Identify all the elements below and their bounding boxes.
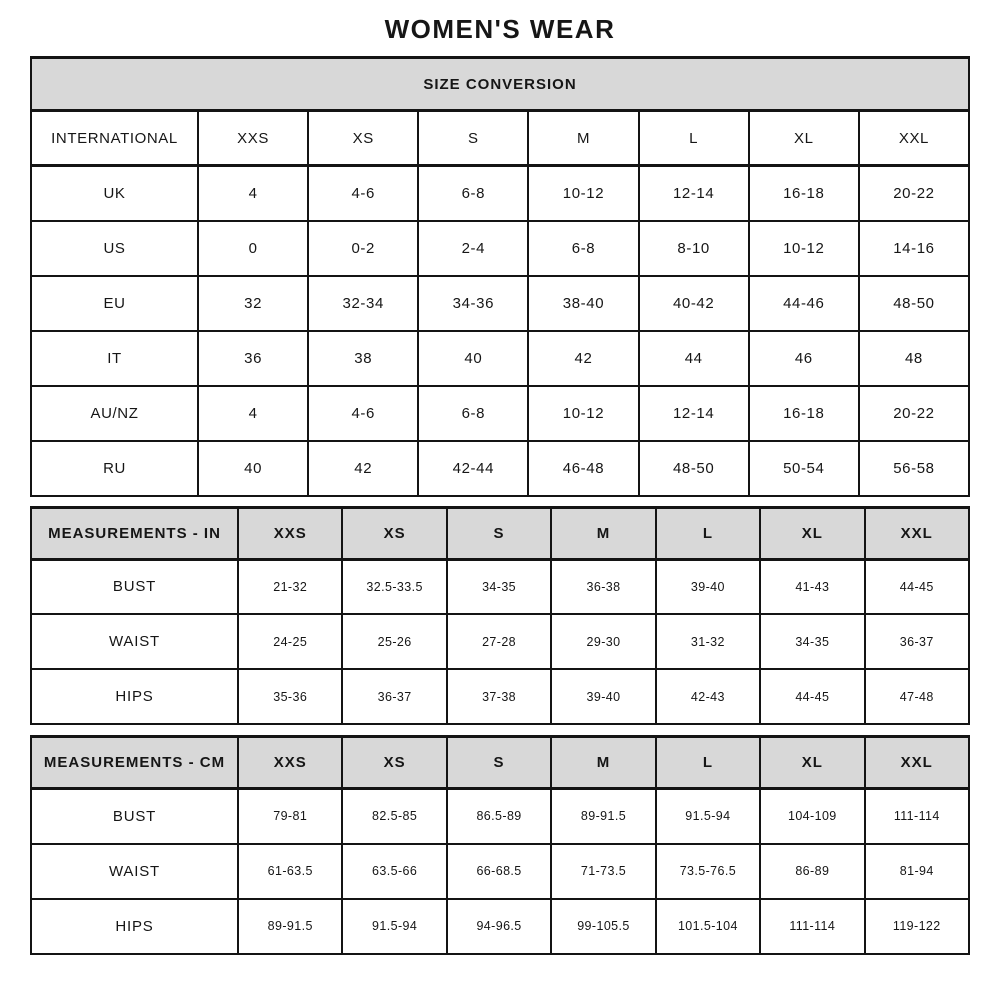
measurement-value-cell: 111-114	[865, 789, 969, 844]
measurement-value-cell: 71-73.5	[551, 844, 655, 899]
measurement-value-cell: 25-26	[342, 614, 446, 669]
size-value-cell: 6-8	[528, 221, 638, 276]
size-value-cell: 20-22	[859, 386, 969, 441]
measurement-value-cell: 36-37	[865, 614, 969, 669]
measurements-inches-table	[30, 506, 970, 726]
size-value-cell: 0	[198, 221, 308, 276]
table-row	[31, 221, 969, 276]
row-label: BUST	[31, 559, 238, 614]
table-row	[31, 669, 969, 724]
measurement-value-cell: 86-89	[760, 844, 864, 899]
measurements-cm-table	[30, 735, 970, 955]
row-label: HIPS	[31, 899, 238, 954]
measurement-value-cell: 29-30	[551, 614, 655, 669]
size-conversion-table	[30, 56, 970, 497]
measurement-value-cell: 101.5-104	[656, 899, 760, 954]
column-header: XS	[342, 737, 446, 789]
column-header: XS	[308, 111, 418, 166]
measurement-value-cell: 111-114	[760, 899, 864, 954]
size-value-cell: 56-58	[859, 441, 969, 496]
size-value-cell: 0-2	[308, 221, 418, 276]
size-value-cell: 20-22	[859, 166, 969, 221]
size-value-cell: 14-16	[859, 221, 969, 276]
measurement-value-cell: 86.5-89	[447, 789, 551, 844]
size-value-cell: 38	[308, 331, 418, 386]
column-header-row	[31, 111, 969, 166]
size-value-cell: 12-14	[639, 386, 749, 441]
row-label: HIPS	[31, 669, 238, 724]
size-value-cell: 4-6	[308, 166, 418, 221]
size-value-cell: 40	[418, 331, 528, 386]
measurement-value-cell: 79-81	[238, 789, 342, 844]
table-row	[31, 844, 969, 899]
measurement-value-cell: 89-91.5	[551, 789, 655, 844]
size-value-cell: 12-14	[639, 166, 749, 221]
measurement-value-cell: 94-96.5	[447, 899, 551, 954]
column-header: L	[656, 507, 760, 559]
size-value-cell: 34-36	[418, 276, 528, 331]
column-header-row	[31, 737, 969, 789]
measurement-value-cell: 66-68.5	[447, 844, 551, 899]
section-header-row	[31, 58, 969, 111]
column-header: M	[551, 507, 655, 559]
column-header: XXL	[865, 507, 969, 559]
measurement-value-cell: 89-91.5	[238, 899, 342, 954]
size-value-cell: 38-40	[528, 276, 638, 331]
measurement-value-cell: 73.5-76.5	[656, 844, 760, 899]
table-row	[31, 166, 969, 221]
size-value-cell: 6-8	[418, 166, 528, 221]
size-value-cell: 8-10	[639, 221, 749, 276]
size-value-cell: 4	[198, 166, 308, 221]
row-label: WAIST	[31, 844, 238, 899]
size-value-cell: 42-44	[418, 441, 528, 496]
column-header: L	[656, 737, 760, 789]
measurement-value-cell: 104-109	[760, 789, 864, 844]
size-value-cell: 36	[198, 331, 308, 386]
row-label: EU	[31, 276, 198, 331]
page-title: WOMEN'S WEAR	[384, 14, 616, 44]
size-value-cell: 44	[639, 331, 749, 386]
column-header: S	[418, 111, 528, 166]
column-header: MEASUREMENTS - CM	[31, 737, 238, 789]
size-value-cell: 10-12	[749, 221, 859, 276]
row-label: WAIST	[31, 614, 238, 669]
column-header: XL	[760, 737, 864, 789]
measurement-value-cell: 99-105.5	[551, 899, 655, 954]
size-value-cell: 10-12	[528, 166, 638, 221]
measurement-value-cell: 39-40	[551, 669, 655, 724]
table-row	[31, 276, 969, 331]
size-value-cell: 2-4	[418, 221, 528, 276]
size-value-cell: 48-50	[639, 441, 749, 496]
column-header: INTERNATIONAL	[31, 111, 198, 166]
measurement-value-cell: 91.5-94	[342, 899, 446, 954]
column-header: XL	[749, 111, 859, 166]
column-header: XXS	[238, 507, 342, 559]
row-label: AU/NZ	[31, 386, 198, 441]
column-header: XS	[342, 507, 446, 559]
row-label: RU	[31, 441, 198, 496]
measurement-value-cell: 34-35	[447, 559, 551, 614]
size-value-cell: 16-18	[749, 386, 859, 441]
column-header: XL	[760, 507, 864, 559]
column-header: L	[639, 111, 749, 166]
column-header: XXS	[198, 111, 308, 166]
size-value-cell: 46-48	[528, 441, 638, 496]
column-header: XXL	[859, 111, 969, 166]
size-value-cell: 40	[198, 441, 308, 496]
size-value-cell: 32	[198, 276, 308, 331]
size-value-cell: 46	[749, 331, 859, 386]
section-title: SIZE CONVERSION	[31, 58, 969, 111]
measurement-value-cell: 82.5-85	[342, 789, 446, 844]
measurement-value-cell: 47-48	[865, 669, 969, 724]
measurement-value-cell: 24-25	[238, 614, 342, 669]
table-row	[31, 789, 969, 844]
size-value-cell: 4	[198, 386, 308, 441]
measurement-value-cell: 81-94	[865, 844, 969, 899]
measurement-value-cell: 91.5-94	[656, 789, 760, 844]
measurement-value-cell: 32.5-33.5	[342, 559, 446, 614]
measurement-value-cell: 34-35	[760, 614, 864, 669]
size-value-cell: 48	[859, 331, 969, 386]
row-label: BUST	[31, 789, 238, 844]
column-header: XXL	[865, 737, 969, 789]
measurement-value-cell: 21-32	[238, 559, 342, 614]
size-value-cell: 32-34	[308, 276, 418, 331]
size-value-cell: 6-8	[418, 386, 528, 441]
measurement-value-cell: 61-63.5	[238, 844, 342, 899]
row-label: IT	[31, 331, 198, 386]
measurement-value-cell: 27-28	[447, 614, 551, 669]
size-value-cell: 16-18	[749, 166, 859, 221]
measurement-value-cell: 41-43	[760, 559, 864, 614]
measurement-value-cell: 63.5-66	[342, 844, 446, 899]
table-row	[31, 614, 969, 669]
measurement-value-cell: 42-43	[656, 669, 760, 724]
size-value-cell: 50-54	[749, 441, 859, 496]
measurement-value-cell: 36-38	[551, 559, 655, 614]
measurement-value-cell: 44-45	[760, 669, 864, 724]
measurement-value-cell: 36-37	[342, 669, 446, 724]
column-header: S	[447, 737, 551, 789]
measurement-value-cell: 37-38	[447, 669, 551, 724]
table-row	[31, 899, 969, 954]
size-value-cell: 44-46	[749, 276, 859, 331]
table-row	[31, 559, 969, 614]
size-value-cell: 40-42	[639, 276, 749, 331]
size-value-cell: 42	[308, 441, 418, 496]
size-value-cell: 48-50	[859, 276, 969, 331]
table-row	[31, 331, 969, 386]
table-row	[31, 386, 969, 441]
column-header-row	[31, 507, 969, 559]
column-header: M	[551, 737, 655, 789]
row-label: US	[31, 221, 198, 276]
table-row	[31, 441, 969, 496]
row-label: UK	[31, 166, 198, 221]
measurement-value-cell: 35-36	[238, 669, 342, 724]
size-value-cell: 10-12	[528, 386, 638, 441]
column-header: S	[447, 507, 551, 559]
size-value-cell: 42	[528, 331, 638, 386]
column-header: MEASUREMENTS - IN	[31, 507, 238, 559]
measurement-value-cell: 39-40	[656, 559, 760, 614]
measurement-value-cell: 31-32	[656, 614, 760, 669]
column-header: M	[528, 111, 638, 166]
size-value-cell: 4-6	[308, 386, 418, 441]
measurement-value-cell: 44-45	[865, 559, 969, 614]
column-header: XXS	[238, 737, 342, 789]
measurement-value-cell: 119-122	[865, 899, 969, 954]
